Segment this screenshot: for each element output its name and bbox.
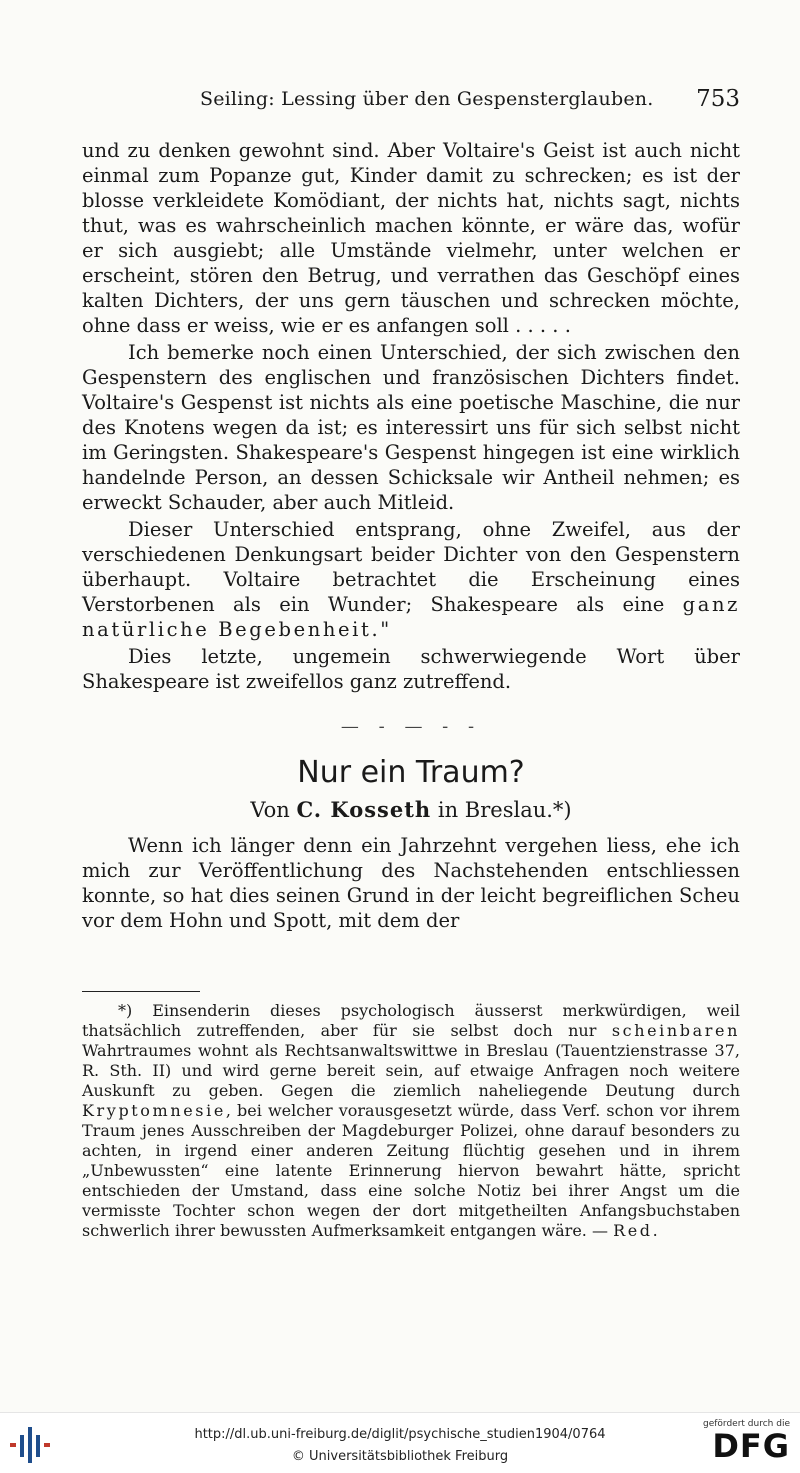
byline-prefix: Von: [250, 798, 290, 822]
paragraph: Ich bemerke noch einen Unterschied, der sich zwischen den Gespenstern des englischen und französischen Dichters findet. Voltaire's Gespenst ist nichts als eine poetische Maschine, die nur des Knotens wegen da ist; es interessirt uns für sich selbst nicht im Geringsten. Shakespeare's Gespenst hingegen ist eine wirklich handelnde Person, an dessen Schicksale wir Antheil nehmen; es erweckt Schauder, aber auch Mitleid.: [82, 341, 740, 514]
footnote-part: , bei welcher vorausgesetzt würde, dass Verf. schon vor ihrem Traum jenes Ausschreiben der Magdeburger Polizei, ohne darauf besonders zu achten, in irgend einer anderen Zeitung flüchtig gesehen und in ihrem „Unbewussten“ eine latente Erinnerung hiervon bewahrt hätte, spricht entschieden der Umstand, dass eine solche Notiz bei ihrer Angst um die vermisste Tochter schon wegen der dort mitgetheilten Anfangsbuchstaben schwerlich ihrer bewussten Aufmerksamkeit entgangen wäre. —: [82, 1101, 740, 1240]
running-title: Seiling: Lessing über den Gespensterglauben.: [200, 88, 654, 110]
permalink-url[interactable]: http://dl.ub.uni-freiburg.de/diglit/psychische_studien1904/0764: [194, 1427, 606, 1442]
dfg-logo: [702, 1419, 790, 1469]
main-text: [82, 138, 740, 933]
spaced-emphasis: ganz natürliche Begebenheit.: [82, 593, 740, 641]
paragraph: Wenn ich länger denn ein Jahrzehnt vergehen liess, ehe ich mich zur Veröffentlichung des Nachstehenden entschliessen konnte, so hat dies seinen Grund in der leicht begreiflichen Scheu vor dem Hohn und Spott, mit dem der: [82, 834, 740, 932]
library-copyright: © Universitätsbibliothek Freiburg: [291, 1449, 509, 1464]
paragraph: Dies letzte, ungemein schwerwiegende Wort über Shakespeare ist zweifellos ganz zutreffend.: [82, 645, 740, 693]
viewer-footer: [0, 1412, 800, 1473]
dfg-caption: gefördert durch die: [703, 1419, 790, 1429]
author-name: C. Kosseth: [296, 797, 432, 822]
footnote: [82, 1001, 740, 1241]
closing-quote: ": [380, 618, 390, 641]
paragraph: [82, 517, 740, 642]
spaced-emphasis: Kryptomnesie: [82, 1101, 226, 1120]
paragraph-continued: und zu denken gewohnt sind. Aber Voltaire's Geist ist auch nicht einmal zum Popanze gut, Kinder damit zu schrecken; es ist der blosse verkleidete Komödiant, der nichts hat, nichts sagt, nichts thut, was es wahrscheinlich machen könnte, er wäre das, wofür er sich ausgiebt; alle Umstände vielmehr, unter welchen er erscheint, stören den Betrug, und verrathen das Geschöpf eines kalten Dichters, der uns gern täuschen und schrecken möchte, ohne dass er weiss, wie er es anfangen soll . . . . .: [82, 139, 740, 337]
footnote-part: *) Einsenderin dieses psychologisch äusserst merkwürdigen, weil thatsächlich zutreffenden, aber für sie selbst doch nur: [82, 1001, 740, 1040]
page-number: 753: [696, 86, 740, 112]
spaced-emphasis: scheinbaren: [611, 1021, 740, 1040]
spaced-emphasis: Red.: [613, 1221, 661, 1240]
article-title: Nur ein Traum?: [297, 755, 525, 790]
paragraph-text: Dieser Unterschied entsprang, ohne Zweifel, aus der verschiedenen Denkungsart beider Dichter von den Gespenstern überhaupt. Voltaire betrachtet die Erscheinung eines Verstorbenen als ein Wunder; Shakespeare als eine: [82, 518, 740, 616]
section-separator: — - — - -: [340, 716, 482, 737]
article-byline: [82, 795, 740, 825]
page-header: [200, 88, 740, 118]
footnote-part: Wahrtraumes wohnt als Rechtsanwaltswittwe in Breslau (Tauentzienstrasse 37, R. Sth. II) und wird gerne bereit sein, auf etwaige Anfragen noch weitere Auskunft zu geben. Gegen die ziemlich naheliegende Deutung durch: [82, 1041, 740, 1100]
dfg-mark: DFG: [712, 1427, 790, 1465]
footnote-text: [82, 1001, 740, 1241]
footnote-rule: [82, 991, 200, 992]
byline-suffix: in Breslau.*): [437, 798, 572, 822]
